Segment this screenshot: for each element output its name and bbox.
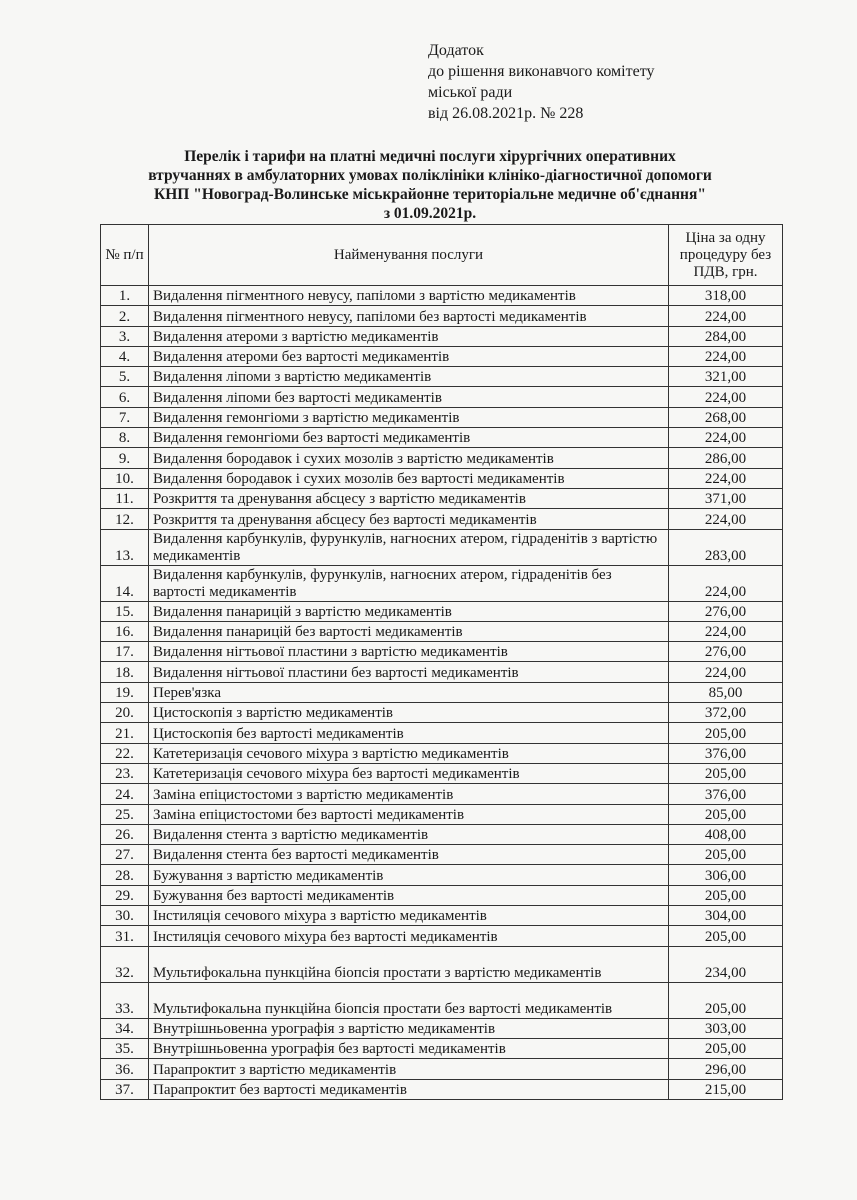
row-number: 30. (101, 906, 149, 926)
table-row (101, 784, 783, 804)
row-service-name: Бужування з вартістю медикаментів (149, 865, 669, 885)
row-price: 303,00 (669, 1018, 783, 1038)
row-price: 234,00 (669, 946, 783, 982)
row-number: 15. (101, 601, 149, 621)
row-number: 19. (101, 682, 149, 702)
row-number: 3. (101, 326, 149, 346)
row-number: 22. (101, 743, 149, 763)
table-row (101, 763, 783, 783)
row-price: 224,00 (669, 346, 783, 366)
table-row (101, 845, 783, 865)
table-header-row (101, 225, 783, 286)
row-price: 224,00 (669, 306, 783, 326)
table-row (101, 642, 783, 662)
row-service-name: Видалення пігментного невусу, папіломи з вартістю медикаментів (149, 286, 669, 306)
table-row (101, 428, 783, 448)
row-service-name: Розкриття та дренування абсцесу з вартістю медикаментів (149, 488, 669, 508)
table-row (101, 926, 783, 946)
row-number: 8. (101, 428, 149, 448)
row-price: 268,00 (669, 407, 783, 427)
table-row (101, 488, 783, 508)
row-price: 205,00 (669, 723, 783, 743)
row-number: 31. (101, 926, 149, 946)
header-service-name: Найменування послуги (149, 225, 669, 286)
row-service-name: Мультифокальна пункційна біопсія простати з вартістю медикаментів (149, 946, 669, 982)
row-number: 12. (101, 509, 149, 529)
row-price: 205,00 (669, 763, 783, 783)
table-row (101, 743, 783, 763)
table-row (101, 865, 783, 885)
table-row (101, 885, 783, 905)
row-number: 35. (101, 1038, 149, 1058)
row-service-name: Видалення гемонгіоми з вартістю медикаментів (149, 407, 669, 427)
row-price: 205,00 (669, 926, 783, 946)
row-price: 224,00 (669, 468, 783, 488)
table-row (101, 662, 783, 682)
table-row (101, 1018, 783, 1038)
row-price: 224,00 (669, 621, 783, 641)
row-service-name: Парапроктит без вартості медикаментів (149, 1079, 669, 1099)
row-service-name: Видалення бородавок і сухих мозолів з вартістю медикаментів (149, 448, 669, 468)
table-row (101, 367, 783, 387)
row-service-name: Видалення бородавок і сухих мозолів без вартості медикаментів (149, 468, 669, 488)
row-number: 37. (101, 1079, 149, 1099)
row-price: 224,00 (669, 662, 783, 682)
row-service-name: Видалення ліпоми без вартості медикаментів (149, 387, 669, 407)
addendum-block (428, 40, 655, 124)
header-price: Ціна за одну процедуру без ПДВ, грн. (669, 225, 783, 286)
row-number: 11. (101, 488, 149, 508)
row-price: 284,00 (669, 326, 783, 346)
row-price: 318,00 (669, 286, 783, 306)
table-row (101, 326, 783, 346)
table-row (101, 906, 783, 926)
row-number: 27. (101, 845, 149, 865)
table-row (101, 601, 783, 621)
table-row (101, 1038, 783, 1058)
row-number: 20. (101, 703, 149, 723)
table-row (101, 346, 783, 366)
addendum-council-line: міської ради (428, 84, 513, 101)
row-service-name: Перев'язка (149, 682, 669, 702)
row-number: 18. (101, 662, 149, 682)
row-service-name: Бужування без вартості медикаментів (149, 885, 669, 905)
row-number: 33. (101, 982, 149, 1018)
table-row (101, 306, 783, 326)
table-row (101, 982, 783, 1018)
row-number: 28. (101, 865, 149, 885)
row-number: 13. (101, 529, 149, 565)
title-line-4: з 01.09.2021р. (383, 205, 477, 222)
row-price: 286,00 (669, 448, 783, 468)
row-service-name: Видалення гемонгіоми без вартості медикаментів (149, 428, 669, 448)
row-service-name: Видалення ліпоми з вартістю медикаментів (149, 367, 669, 387)
row-price: 283,00 (669, 529, 783, 565)
row-service-name: Цистоскопія з вартістю медикаментів (149, 703, 669, 723)
table-row (101, 1079, 783, 1099)
row-service-name: Цистоскопія без вартості медикаментів (149, 723, 669, 743)
row-number: 23. (101, 763, 149, 783)
row-price: 304,00 (669, 906, 783, 926)
row-service-name: Інстиляція сечового міхура без вартості медикаментів (149, 926, 669, 946)
document-title (100, 147, 760, 223)
row-price: 296,00 (669, 1059, 783, 1079)
row-number: 14. (101, 565, 149, 601)
row-price: 321,00 (669, 367, 783, 387)
row-service-name: Внутрішньовенна урографія без вартості медикаментів (149, 1038, 669, 1058)
title-line-2: втручаннях в амбулаторних умовах поліклініки клініко-діагностичної допомоги (148, 167, 712, 184)
table-row (101, 286, 783, 306)
row-number: 29. (101, 885, 149, 905)
table-row (101, 703, 783, 723)
row-number: 34. (101, 1018, 149, 1038)
row-price: 376,00 (669, 743, 783, 763)
row-price: 205,00 (669, 885, 783, 905)
row-number: 9. (101, 448, 149, 468)
row-service-name: Розкриття та дренування абсцесу без вартості медикаментів (149, 509, 669, 529)
table-body (101, 286, 783, 1100)
row-price: 408,00 (669, 824, 783, 844)
row-service-name: Видалення стента без вартості медикаментів (149, 845, 669, 865)
row-service-name: Видалення нігтьової пластини з вартістю медикаментів (149, 642, 669, 662)
row-price: 372,00 (669, 703, 783, 723)
table-row (101, 407, 783, 427)
row-number: 36. (101, 1059, 149, 1079)
row-price: 224,00 (669, 509, 783, 529)
table-row (101, 946, 783, 982)
row-service-name: Видалення карбункулів, фурункулів, нагноєних атером, гідраденітів без вартості медикаментів (149, 565, 669, 601)
row-service-name: Видалення стента з вартістю медикаментів (149, 824, 669, 844)
header-number: № п/п (101, 225, 149, 286)
addendum-decision-line: до рішення виконавчого комітету (428, 63, 655, 80)
row-price: 205,00 (669, 1038, 783, 1058)
row-number: 24. (101, 784, 149, 804)
row-number: 1. (101, 286, 149, 306)
row-service-name: Заміна епіцистостоми без вартості медикаментів (149, 804, 669, 824)
table-row (101, 387, 783, 407)
row-service-name: Мультифокальна пункційна біопсія простати без вартості медикаментів (149, 982, 669, 1018)
table-row (101, 468, 783, 488)
row-number: 26. (101, 824, 149, 844)
row-number: 16. (101, 621, 149, 641)
row-service-name: Внутрішньовенна урографія з вартістю медикаментів (149, 1018, 669, 1038)
row-price: 371,00 (669, 488, 783, 508)
row-service-name: Видалення пігментного невусу, папіломи без вартості медикаментів (149, 306, 669, 326)
row-service-name: Видалення атероми з вартістю медикаментів (149, 326, 669, 346)
row-price: 215,00 (669, 1079, 783, 1099)
addendum-label: Додаток (428, 42, 484, 59)
table-row (101, 1059, 783, 1079)
row-number: 4. (101, 346, 149, 366)
row-number: 5. (101, 367, 149, 387)
table-row (101, 804, 783, 824)
row-price: 224,00 (669, 428, 783, 448)
row-service-name: Видалення атероми без вартості медикаментів (149, 346, 669, 366)
table-row (101, 448, 783, 468)
row-price: 306,00 (669, 865, 783, 885)
row-price: 224,00 (669, 387, 783, 407)
row-price: 224,00 (669, 565, 783, 601)
row-price: 85,00 (669, 682, 783, 702)
table-row (101, 565, 783, 601)
row-price: 205,00 (669, 982, 783, 1018)
row-service-name: Катетеризація сечового міхура без вартості медикаментів (149, 763, 669, 783)
table-row (101, 682, 783, 702)
row-price: 276,00 (669, 601, 783, 621)
row-price: 205,00 (669, 845, 783, 865)
tariff-table (100, 224, 783, 1100)
table-row (101, 621, 783, 641)
row-service-name: Катетеризація сечового міхура з вартістю медикаментів (149, 743, 669, 763)
row-service-name: Видалення карбункулів, фурункулів, нагноєних атером, гідраденітів з вартістю медикаментів (149, 529, 669, 565)
table-row (101, 723, 783, 743)
row-service-name: Видалення панарицій з вартістю медикаментів (149, 601, 669, 621)
row-number: 17. (101, 642, 149, 662)
row-number: 25. (101, 804, 149, 824)
row-number: 2. (101, 306, 149, 326)
row-service-name: Заміна епіцистостоми з вартістю медикаментів (149, 784, 669, 804)
row-number: 21. (101, 723, 149, 743)
row-service-name: Парапроктит з вартістю медикаментів (149, 1059, 669, 1079)
row-price: 376,00 (669, 784, 783, 804)
row-price: 205,00 (669, 804, 783, 824)
addendum-date-line: від 26.08.2021р. № 228 (428, 105, 584, 122)
row-number: 32. (101, 946, 149, 982)
row-service-name: Інстиляція сечового міхура з вартістю медикаментів (149, 906, 669, 926)
row-price: 276,00 (669, 642, 783, 662)
table-row (101, 509, 783, 529)
row-service-name: Видалення нігтьової пластини без вартості медикаментів (149, 662, 669, 682)
row-number: 10. (101, 468, 149, 488)
title-line-3: КНП "Новоград-Волинське міськрайонне територіальне медичне об'єднання" (154, 186, 706, 203)
row-service-name: Видалення панарицій без вартості медикаментів (149, 621, 669, 641)
row-number: 7. (101, 407, 149, 427)
title-line-1: Перелік і тарифи на платні медичні послуги хірургічних оперативних (184, 148, 676, 165)
row-number: 6. (101, 387, 149, 407)
table-row (101, 824, 783, 844)
table-row (101, 529, 783, 565)
